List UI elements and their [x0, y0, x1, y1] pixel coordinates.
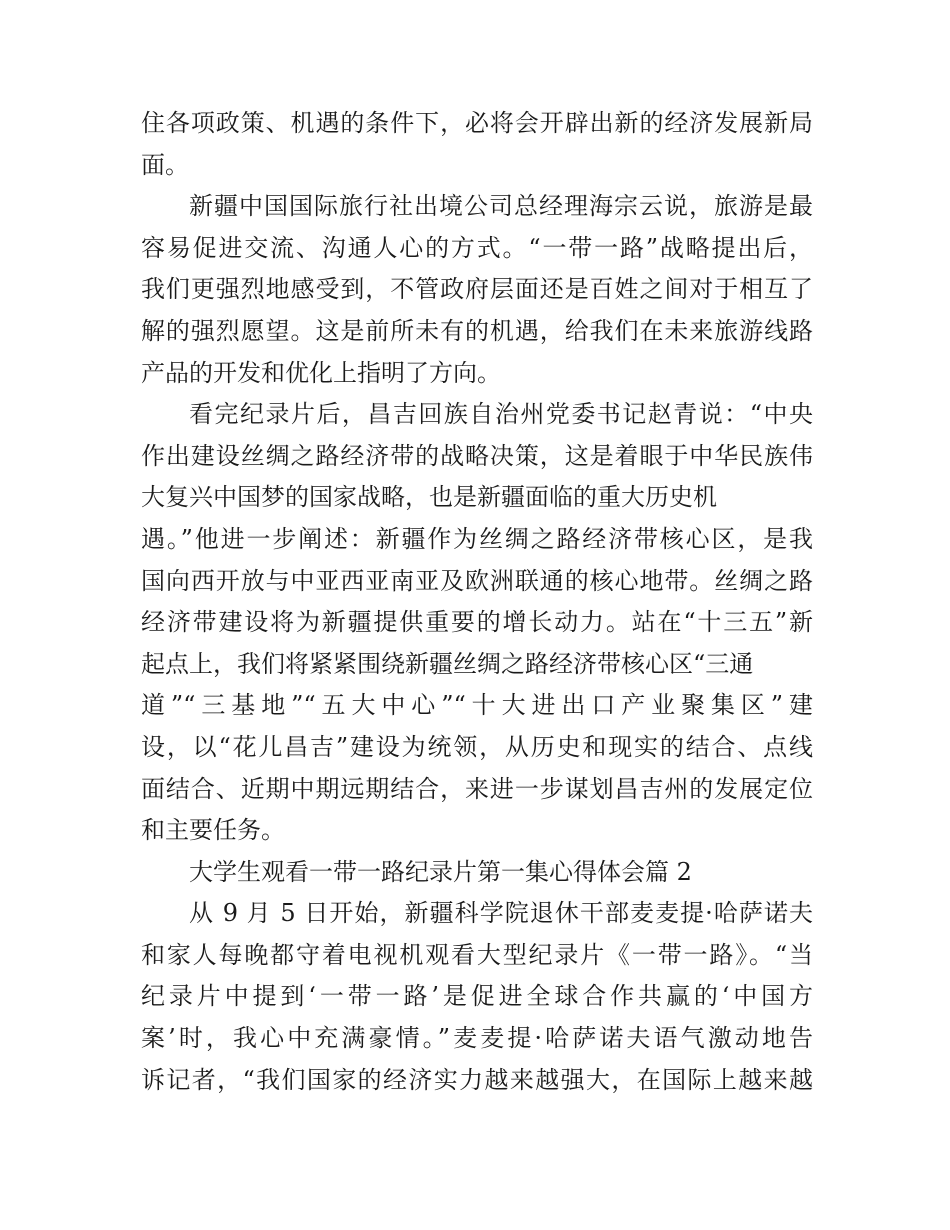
text-line: 诉记者，“我们国家的经济实力越来越强大，在国际上越来越	[141, 1065, 813, 1094]
text-line: 面。	[141, 150, 189, 179]
text-line: 容易促进交流、沟通人心的方式。“一带一路”战略提出后，	[141, 233, 813, 262]
text-line: 和主要任务。	[141, 816, 285, 845]
text-line: 我们更强烈地感受到，不管政府层面还是百姓之间对于相互了	[141, 275, 813, 304]
text-line: 大复兴中国梦的国家战略，也是新疆面临的重大历史机	[141, 483, 717, 512]
text-line: 和家人每晚都守着电视机观看大型纪录片《一带一路》。“当	[141, 940, 813, 969]
text-line: 从 9 月 5 日开始，新疆科学院退休干部麦麦提·哈萨诺夫	[189, 899, 813, 928]
text-line: 解的强烈愿望。这是前所未有的机遇，给我们在未来旅游线路	[141, 316, 813, 345]
section-title: 大学生观看一带一路纪录片第一集心得体会篇 2	[189, 857, 692, 886]
text-line: 面结合、近期中期远期结合，来进一步谋划昌吉州的发展定位	[141, 774, 813, 803]
text-line: 作出建设丝绸之路经济带的战略决策，这是着眼于中华民族伟	[141, 441, 813, 470]
text-line: 产品的开发和优化上指明了方向。	[141, 358, 501, 387]
text-line: 设，以“花儿昌吉”建设为统领，从历史和现实的结合、点线	[141, 732, 813, 761]
document-page	[141, 103, 813, 1101]
text-line: 新疆中国国际旅行社出境公司总经理海宗云说，旅游是最	[189, 192, 813, 221]
text-line: 住各项政策、机遇的条件下，必将会开辟出新的经济发展新局	[141, 109, 813, 137]
text-line: 经济带建设将为新疆提供重要的增长动力。站在“十三五”新	[141, 608, 813, 637]
paragraph-changji-secretary	[141, 394, 813, 852]
text-line: 道”“三基地”“五大中心”“十大进出口产业聚集区”建	[141, 691, 813, 720]
text-line: 案’时，我心中充满豪情。”麦麦提·哈萨诺夫语气激动地告	[141, 1024, 813, 1053]
section-heading	[141, 852, 813, 894]
text-line: 起点上，我们将紧紧围绕新疆丝绸之路经济带核心区“三通	[141, 649, 754, 678]
paragraph-retired-cadre	[141, 893, 813, 1101]
text-line: 看完纪录片后，昌吉回族自治州党委书记赵青说：“中央	[189, 400, 813, 429]
text-line: 国向西开放与中亚西亚南亚及欧洲联通的核心地带。丝绸之路	[141, 566, 813, 595]
text-line: 遇。”他进一步阐述：新疆作为丝绸之路经济带核心区，是我	[141, 524, 813, 553]
paragraph-policy-conclusion	[141, 103, 813, 186]
paragraph-travel-agency	[141, 186, 813, 394]
text-line: 纪录片中提到‘一带一路’是促进全球合作共赢的‘中国方	[141, 982, 813, 1011]
